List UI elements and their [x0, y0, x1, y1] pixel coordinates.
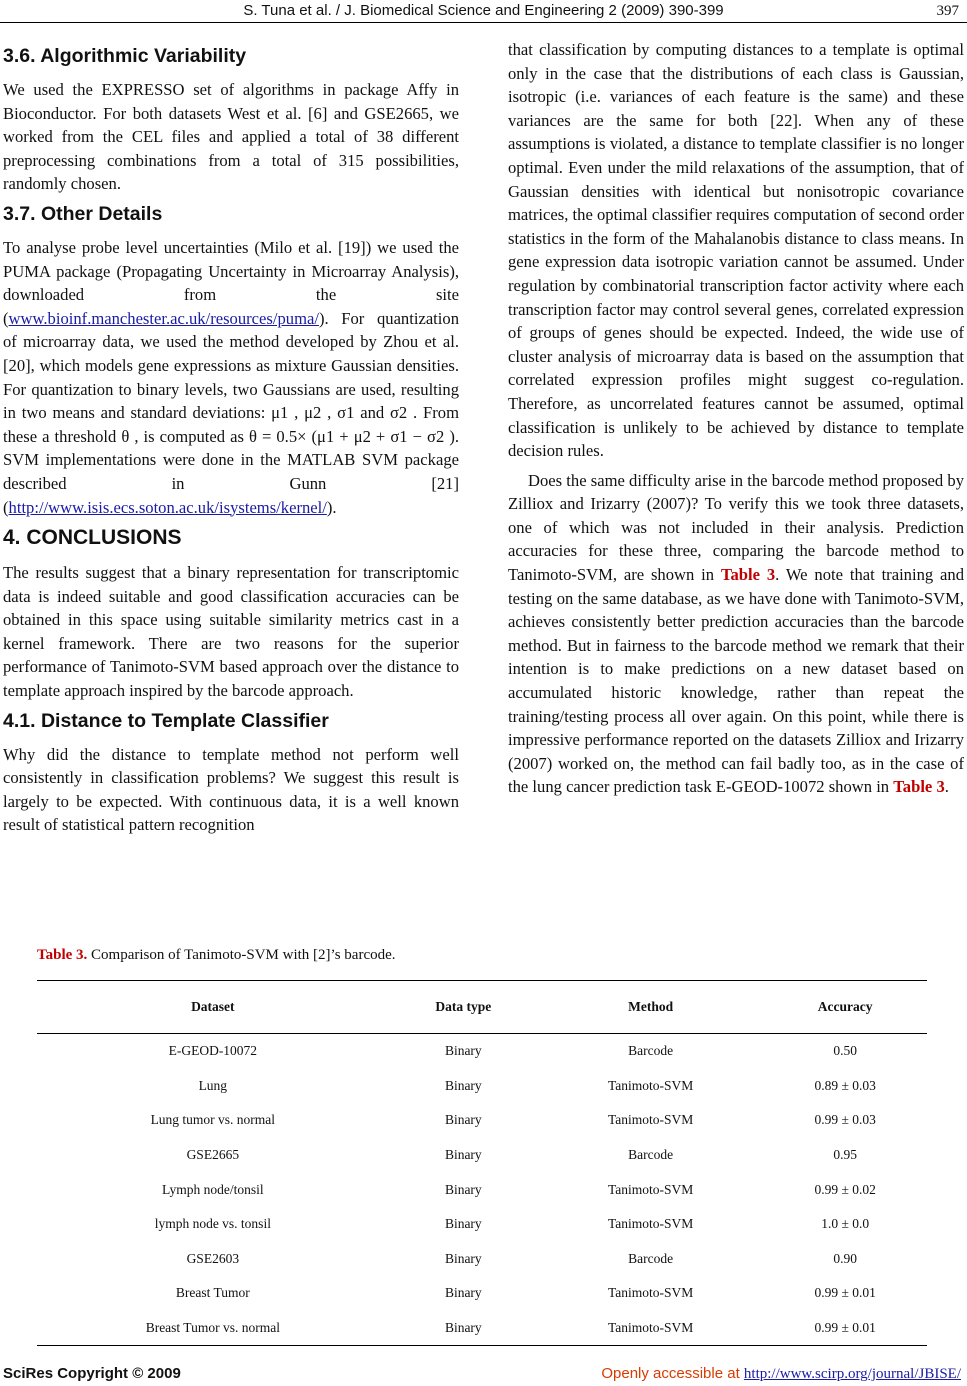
right-paragraph-1: that classification by computing distances to a template is optimal only in the case that the distributions of each class is Gaussian, isotropic (i.e. variances of each feature is the same) and these variances are the same for both [22]. When any of these assumptions is violated, a distance to template classifier is no longer optimal. Even under the mild relaxations of the assumption, that of Gaussian densities with identical but nonisotropic covariance matrices, the optimal classifier requires computation of second order statistics in the form of the Mahalanobis distance to class means. In gene expression data isotropic variation cannot be assumed. Under regulation by combinatorial transcription factor activity where each transcription factor may control several genes, correlated expression of groups of genes should be expected. Indeed, the wide use of cluster analysis of microarray data is based on the assumption that correlated expression profiles might suggest co-regulation. Therefore, as uncorrelated features cannot be assumed, optimal classification is unlikely to be achieved by distance to template decision rules. — [508, 40, 964, 461]
table-row — [37, 1172, 927, 1207]
section-3-7-paragraph — [3, 236, 459, 519]
col-header-accuracy: Accuracy — [763, 981, 927, 1034]
cell-dataset: Lymph node/tonsil — [162, 1181, 264, 1197]
table-row — [37, 1276, 927, 1311]
right-paragraph-2 — [508, 469, 964, 799]
col-header-dataset: Dataset — [37, 981, 389, 1034]
table-row — [37, 1103, 927, 1138]
cell-accuracy: 0.50 — [833, 1043, 857, 1059]
left-column — [3, 38, 459, 843]
cell-data-type: Binary — [444, 1250, 482, 1266]
cell-dataset: Breast Tumor — [175, 1285, 250, 1301]
cell-accuracy: 1.0 ± 0.0 — [821, 1216, 870, 1232]
footer-copyright: SciRes Copyright © 2009 — [3, 1365, 181, 1382]
p2-text-b: . We note that training and testing on the same database, as we have done with Tanimoto-SVM, achieves consistently better prediction accuracies than the barcode method. But in fairness to the barcode method we remark that their intention is to make predictions on a new dataset based on accumulated historic knowledge, rather than repeat the training/testing process all over again. On this point, while there is impressive performance reported on the datasets Zilliox and Irizarry (2007) worked on, the method can fail badly too, as in the case of the lung cancer prediction task E-GEOD-10072 shown in — [508, 565, 964, 797]
section-4-paragraph: The results suggest that a binary representation for transcriptomic data is indeed suitable and good classification accuracies can be obtained in this space using suitable similarity metrics cast in a kernel framework. There are two reasons for the superior performance of Tanimoto-SVM based approach over the distance to template approach inspired by the barcode approach. — [3, 563, 459, 701]
cell-dataset: Lung — [198, 1077, 228, 1093]
table-caption-label: Table 3. — [37, 947, 88, 963]
running-title: S. Tuna et al. / J. Biomedical Science and Engineering 2 (2009) 390-399 — [243, 2, 724, 19]
puma-link[interactable]: www.bioinf.manchester.ac.uk/resources/puma/ — [8, 308, 319, 328]
results-table — [37, 980, 927, 1346]
cell-data-type: Binary — [444, 1077, 482, 1093]
p2-text-a: Does the same difficulty arise in the barcode method proposed by Zilliox and Irizarry (2007)? To verify this we took three datasets, one of which was not included in their analysis. Prediction accuracies for these three, comparing the barcode method to Tanimoto-SVM, are shown in — [508, 470, 964, 585]
cell-accuracy: 0.99 ± 0.01 — [814, 1285, 876, 1301]
cell-accuracy: 0.89 ± 0.03 — [814, 1077, 876, 1093]
cell-method: Barcode — [628, 1043, 674, 1059]
cell-dataset: E-GEOD-10072 — [168, 1043, 258, 1059]
table-caption — [37, 947, 396, 964]
table-caption-text: Comparison of Tanimoto-SVM with [2]’s barcode. — [87, 947, 396, 963]
section-3-6-paragraph: We used the EXPRESSO set of algorithms in package Affy in Bioconductor. For both datasets West et al. [6] and GSE2665, we worked from the CEL files and applied a total of 38 different preprocessing combinations from a total of 315 possibilities, randomly chosen. — [3, 80, 459, 194]
cell-data-type: Binary — [444, 1112, 482, 1128]
cell-accuracy: 0.90 — [833, 1250, 857, 1266]
table-header-row — [37, 981, 927, 1034]
cell-method: Tanimoto-SVM — [607, 1216, 694, 1232]
cell-data-type: Binary — [444, 1216, 482, 1232]
section-4-1-paragraph: Why did the distance to template method not perform well consistently in classification problems? We suggest this result is largely to be expected. With continuous data, it is a well known result of statistical pattern recognition — [3, 744, 459, 835]
cell-method: Barcode — [628, 1250, 674, 1266]
cell-accuracy: 0.95 — [833, 1147, 857, 1163]
right-column — [508, 38, 964, 805]
journal-link[interactable]: http://www.scirp.org/journal/JBISE/ — [743, 1366, 961, 1382]
s37-text-a: To analyse probe level uncertainties (Milo et al. [19]) we used the PUMA package (Propagating Uncertainty in Microarray Analysis), downloaded from the site ( — [3, 237, 459, 328]
cell-data-type: Binary — [444, 1043, 482, 1059]
table-3-ref[interactable]: Table 3 — [720, 565, 776, 585]
cell-method: Tanimoto-SVM — [607, 1077, 694, 1093]
table-row — [37, 1069, 927, 1104]
table-row — [37, 1138, 927, 1173]
table-3-ref[interactable]: Table 3 — [893, 777, 945, 797]
cell-data-type: Binary — [444, 1181, 482, 1197]
table-row — [37, 1242, 927, 1277]
cell-dataset: Lung tumor vs. normal — [150, 1112, 276, 1128]
s37-text-c: ). — [326, 497, 337, 517]
cell-dataset: Breast Tumor vs. normal — [37, 1311, 389, 1346]
cell-method: Tanimoto-SVM — [538, 1311, 763, 1346]
cell-data-type: Binary — [444, 1147, 482, 1163]
cell-method: Tanimoto-SVM — [607, 1112, 694, 1128]
section-4-1-heading: 4.1. Distance to Template Classifier — [3, 709, 329, 732]
cell-method: Barcode — [628, 1147, 674, 1163]
section-4-heading: 4. CONCLUSIONS — [3, 526, 182, 550]
cell-dataset: lymph node vs. tonsil — [154, 1216, 271, 1232]
cell-method: Tanimoto-SVM — [607, 1181, 694, 1197]
page-number: 397 — [936, 3, 959, 19]
running-header — [0, 0, 967, 23]
table-row — [37, 1034, 927, 1069]
p2-text-c: . — [944, 777, 949, 797]
col-header-data-type: Data type — [389, 981, 538, 1034]
col-header-method: Method — [538, 981, 763, 1034]
cell-data-type: Binary — [444, 1285, 482, 1301]
cell-dataset: GSE2665 — [186, 1147, 240, 1163]
cell-method: Tanimoto-SVM — [607, 1285, 694, 1301]
section-3-7-heading: 3.7. Other Details — [3, 202, 163, 225]
cell-accuracy: 0.99 ± 0.01 — [763, 1311, 927, 1346]
svm-kernel-link[interactable]: http://www.isis.ecs.soton.ac.uk/isystems/kernel/ — [8, 497, 327, 517]
table-row — [37, 1311, 927, 1346]
cell-dataset: GSE2603 — [186, 1250, 240, 1266]
table-row — [37, 1207, 927, 1242]
cell-accuracy: 0.99 ± 0.03 — [814, 1112, 876, 1128]
section-3-6-heading: 3.6. Algorithmic Variability — [3, 45, 247, 67]
open-access-label: Openly accessible at — [601, 1365, 744, 1382]
cell-data-type: Binary — [389, 1311, 538, 1346]
cell-accuracy: 0.99 ± 0.02 — [814, 1181, 876, 1197]
footer-open-access — [601, 1365, 961, 1383]
s37-text-b: ). For quantization of microarray data, we used the method developed by Zhou et al. [20], which models gene expressions as mixture Gaussian densities. For quantization to binary levels, two Gaussians are used, resulting in two means and standard deviations: μ1 , μ2 , σ1 and σ2 . From these a threshold θ , is computed as θ = 0.5× (μ1 + μ2 + σ1 − σ2 ). SVM implementations were done in the MATLAB SVM package described in Gunn [21] ( — [3, 308, 459, 517]
